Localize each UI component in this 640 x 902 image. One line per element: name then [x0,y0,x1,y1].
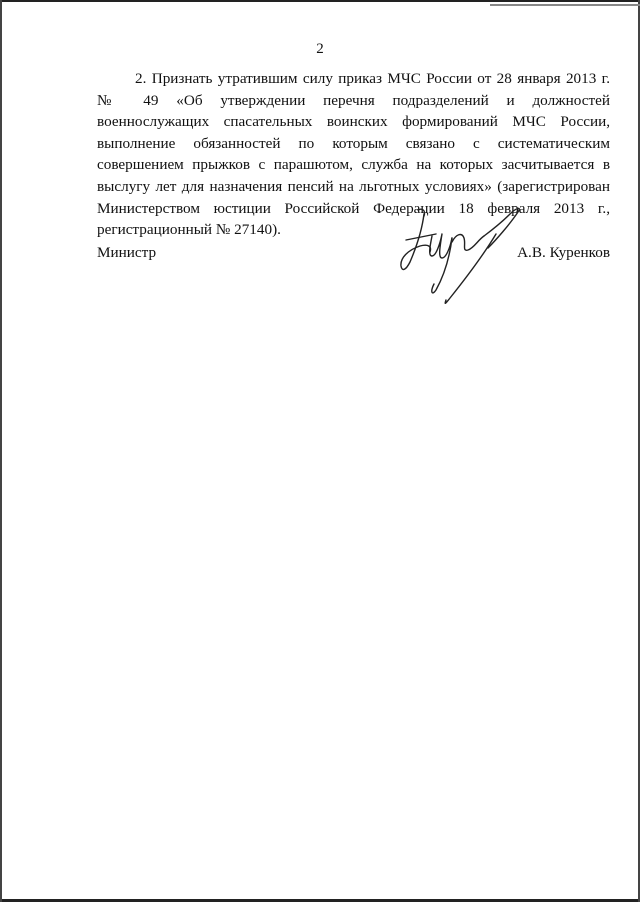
scan-mark [490,4,640,6]
signer-name: А.В. Куренков [517,244,610,261]
handwritten-signature [392,200,532,312]
scan-border-top [0,0,640,2]
scan-border-left [0,0,2,902]
signature-block [97,242,610,266]
position-title: Министр [97,244,157,261]
page-number: 2 [316,41,324,57]
order-paragraph-2: 2. Признать утратившим силу приказ МЧС России от 28 января 2013 г. № 49 «Об утверждении перечня подразделений и должностей военнослужащих спасательных воинских формирований МЧС России, выполнение обязанностей по которым связано с систематическим совершением прыжков с парашютом, служба на которых засчитывается в выслугу лет для назначения пенсий на льготных условиях» (зарегистрирован Министерством юстиции Российской Федерации 18 февраля 2013 г., регистрационный № 27140). [97,70,610,239]
